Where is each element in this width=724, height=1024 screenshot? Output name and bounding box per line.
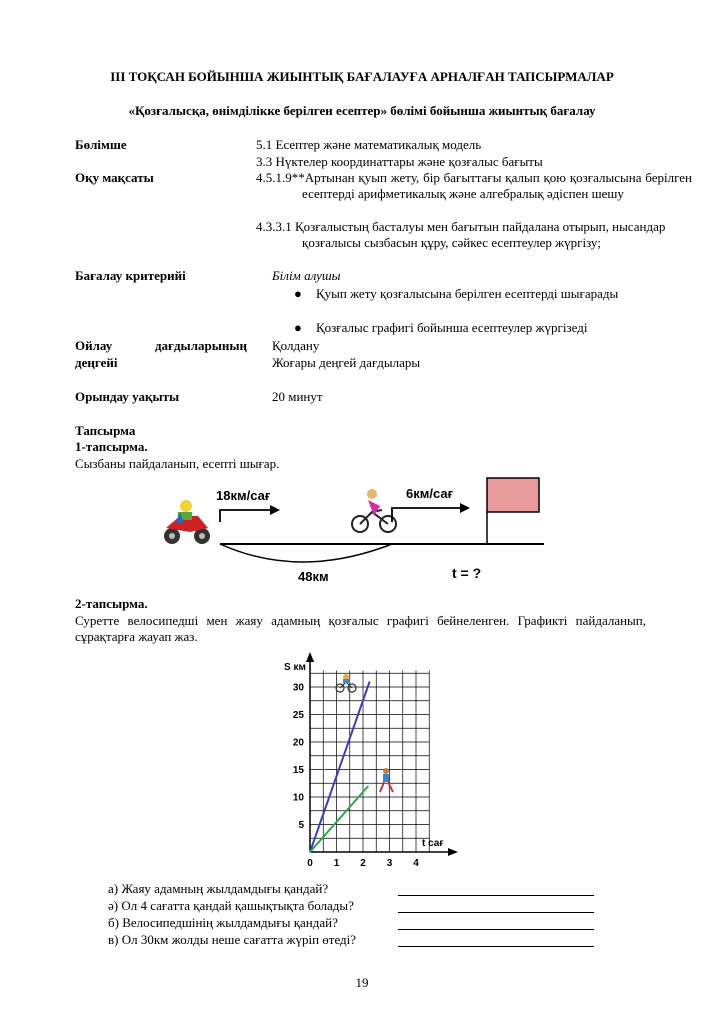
x-tick-label: 0 (307, 858, 313, 869)
speed1-label: 18км/сағ (216, 488, 271, 503)
bullet-icon: ● (294, 320, 302, 335)
x-tick-label: 4 (413, 858, 419, 869)
question-a: а) Жаяу адамның жылдамдығы қандай? (108, 881, 329, 896)
y-axis-arrow-icon (306, 652, 314, 662)
section-label: Бөлімше (75, 137, 127, 152)
y-tick-label: 10 (292, 792, 304, 804)
thinking-label-1: Ойлау дағдыларының (75, 338, 247, 353)
section-line-2: 3.3 Нүктелер координаттары және қозғалыс бағыты (256, 154, 543, 169)
time-label: Орындау уақыты (75, 389, 180, 404)
chart-walker-icon (380, 768, 393, 792)
chart-grid (310, 671, 429, 853)
page-subtitle: «Қозғалысқа, өнімділікке берілген есептер» бөлімі бойынша жиынтық бағалау (128, 103, 596, 118)
question-v: в) Ол 30км жолды неше сағатта жүріп өтеді? (108, 932, 357, 947)
answer-line-a[interactable] (398, 894, 594, 896)
page-number: 19 (355, 975, 369, 990)
x-axis-label: t сағ (422, 838, 444, 849)
bullet-icon: ● (294, 286, 302, 301)
page-title: ІІІ ТОҚСАН БОЙЫНША ЖИЫНТЫҚ БАҒАЛАУҒА АРНАЛҒАН ТАПСЫРМАЛАР (110, 69, 614, 84)
y-tick-label: 25 (292, 710, 304, 721)
criteria-bullet-text: Қуып жету қозғалысына берілген есептерді шығарады (316, 286, 619, 301)
y-tick-label: 30 (292, 682, 304, 694)
task1-heading: 1-тапсырма. (75, 439, 148, 454)
chart-cyclist-icon (336, 674, 356, 692)
criteria-bullet-1 (294, 286, 644, 302)
distance-label: 48км (298, 569, 329, 584)
criteria-bullet-2 (294, 320, 644, 336)
question-b: б) Велосипедшінің жылдамдығы қандай? (108, 915, 338, 930)
time-value: 20 минут (272, 389, 323, 404)
x-axis-arrow-icon (448, 848, 458, 856)
motorcycle-icon (164, 500, 210, 544)
motion-chart (270, 652, 460, 874)
time-question: t = ? (452, 565, 482, 581)
speed2-label: 6км/сағ (406, 486, 453, 501)
thinking-value-2: Жоғары деңгей дағдылары (272, 355, 421, 370)
task2-text: Суретте велосипедші мен жаяу адамның қозғалыс графигі бейнеленген. Графикті пайдаланып, сұрақтарға жауап жаз. (75, 613, 646, 644)
thinking-label-2: деңгейі (75, 355, 118, 370)
x-tick-label: 1 (333, 858, 340, 869)
section-line-1: 5.1 Есептер және математикалық модель (256, 137, 482, 152)
goal-item-1: 4.5.1.9**Артынан қуып жету, бір бағыттағы қалып қою қозғалысына берілген есептерді арифметикалық және алгебралық әдіспен шешу (256, 170, 692, 201)
x-tick-label: 3 (386, 858, 393, 869)
walker-series-line (310, 786, 368, 852)
answer-line-v[interactable] (398, 945, 594, 947)
goal-item-2: 4.3.3.1 Қозғалыстың басталуы мен бағытын пайдалана отырып, нысандар қозғалысы сызбасын құру, сәйкес есептеулер жүргізу; (256, 219, 666, 250)
y-tick-label: 5 (298, 820, 304, 831)
question-ae: ә) Ол 4 сағатта қандай қашықтықта болады? (108, 898, 354, 913)
flag-icon (487, 478, 539, 512)
goal-label: Оқу мақсаты (75, 170, 154, 185)
cyclist-icon (352, 489, 396, 532)
y-tick-label: 20 (292, 737, 304, 749)
cyclist-series-line (310, 682, 370, 853)
y-axis-label: S км (284, 662, 306, 673)
x-tick-label: 2 (360, 858, 366, 869)
y-tick-label: 15 (292, 765, 304, 776)
criteria-label: Бағалау критерийі (75, 268, 186, 283)
task2-heading: 2-тапсырма. (75, 596, 148, 611)
task-heading: Тапсырма (75, 423, 136, 438)
criteria-bullet-text: Қозғалыс графигі бойынша есептеулер жүргізеді (316, 320, 588, 335)
thinking-value-1: Қолдану (272, 338, 320, 353)
task1-text: Сызбаны пайдаланып, есепті шығар. (75, 456, 280, 471)
task1-diagram (150, 472, 560, 590)
answer-line-b[interactable] (398, 928, 594, 930)
answer-line-ae[interactable] (398, 911, 594, 913)
criteria-intro: Білім алушы (272, 268, 341, 283)
